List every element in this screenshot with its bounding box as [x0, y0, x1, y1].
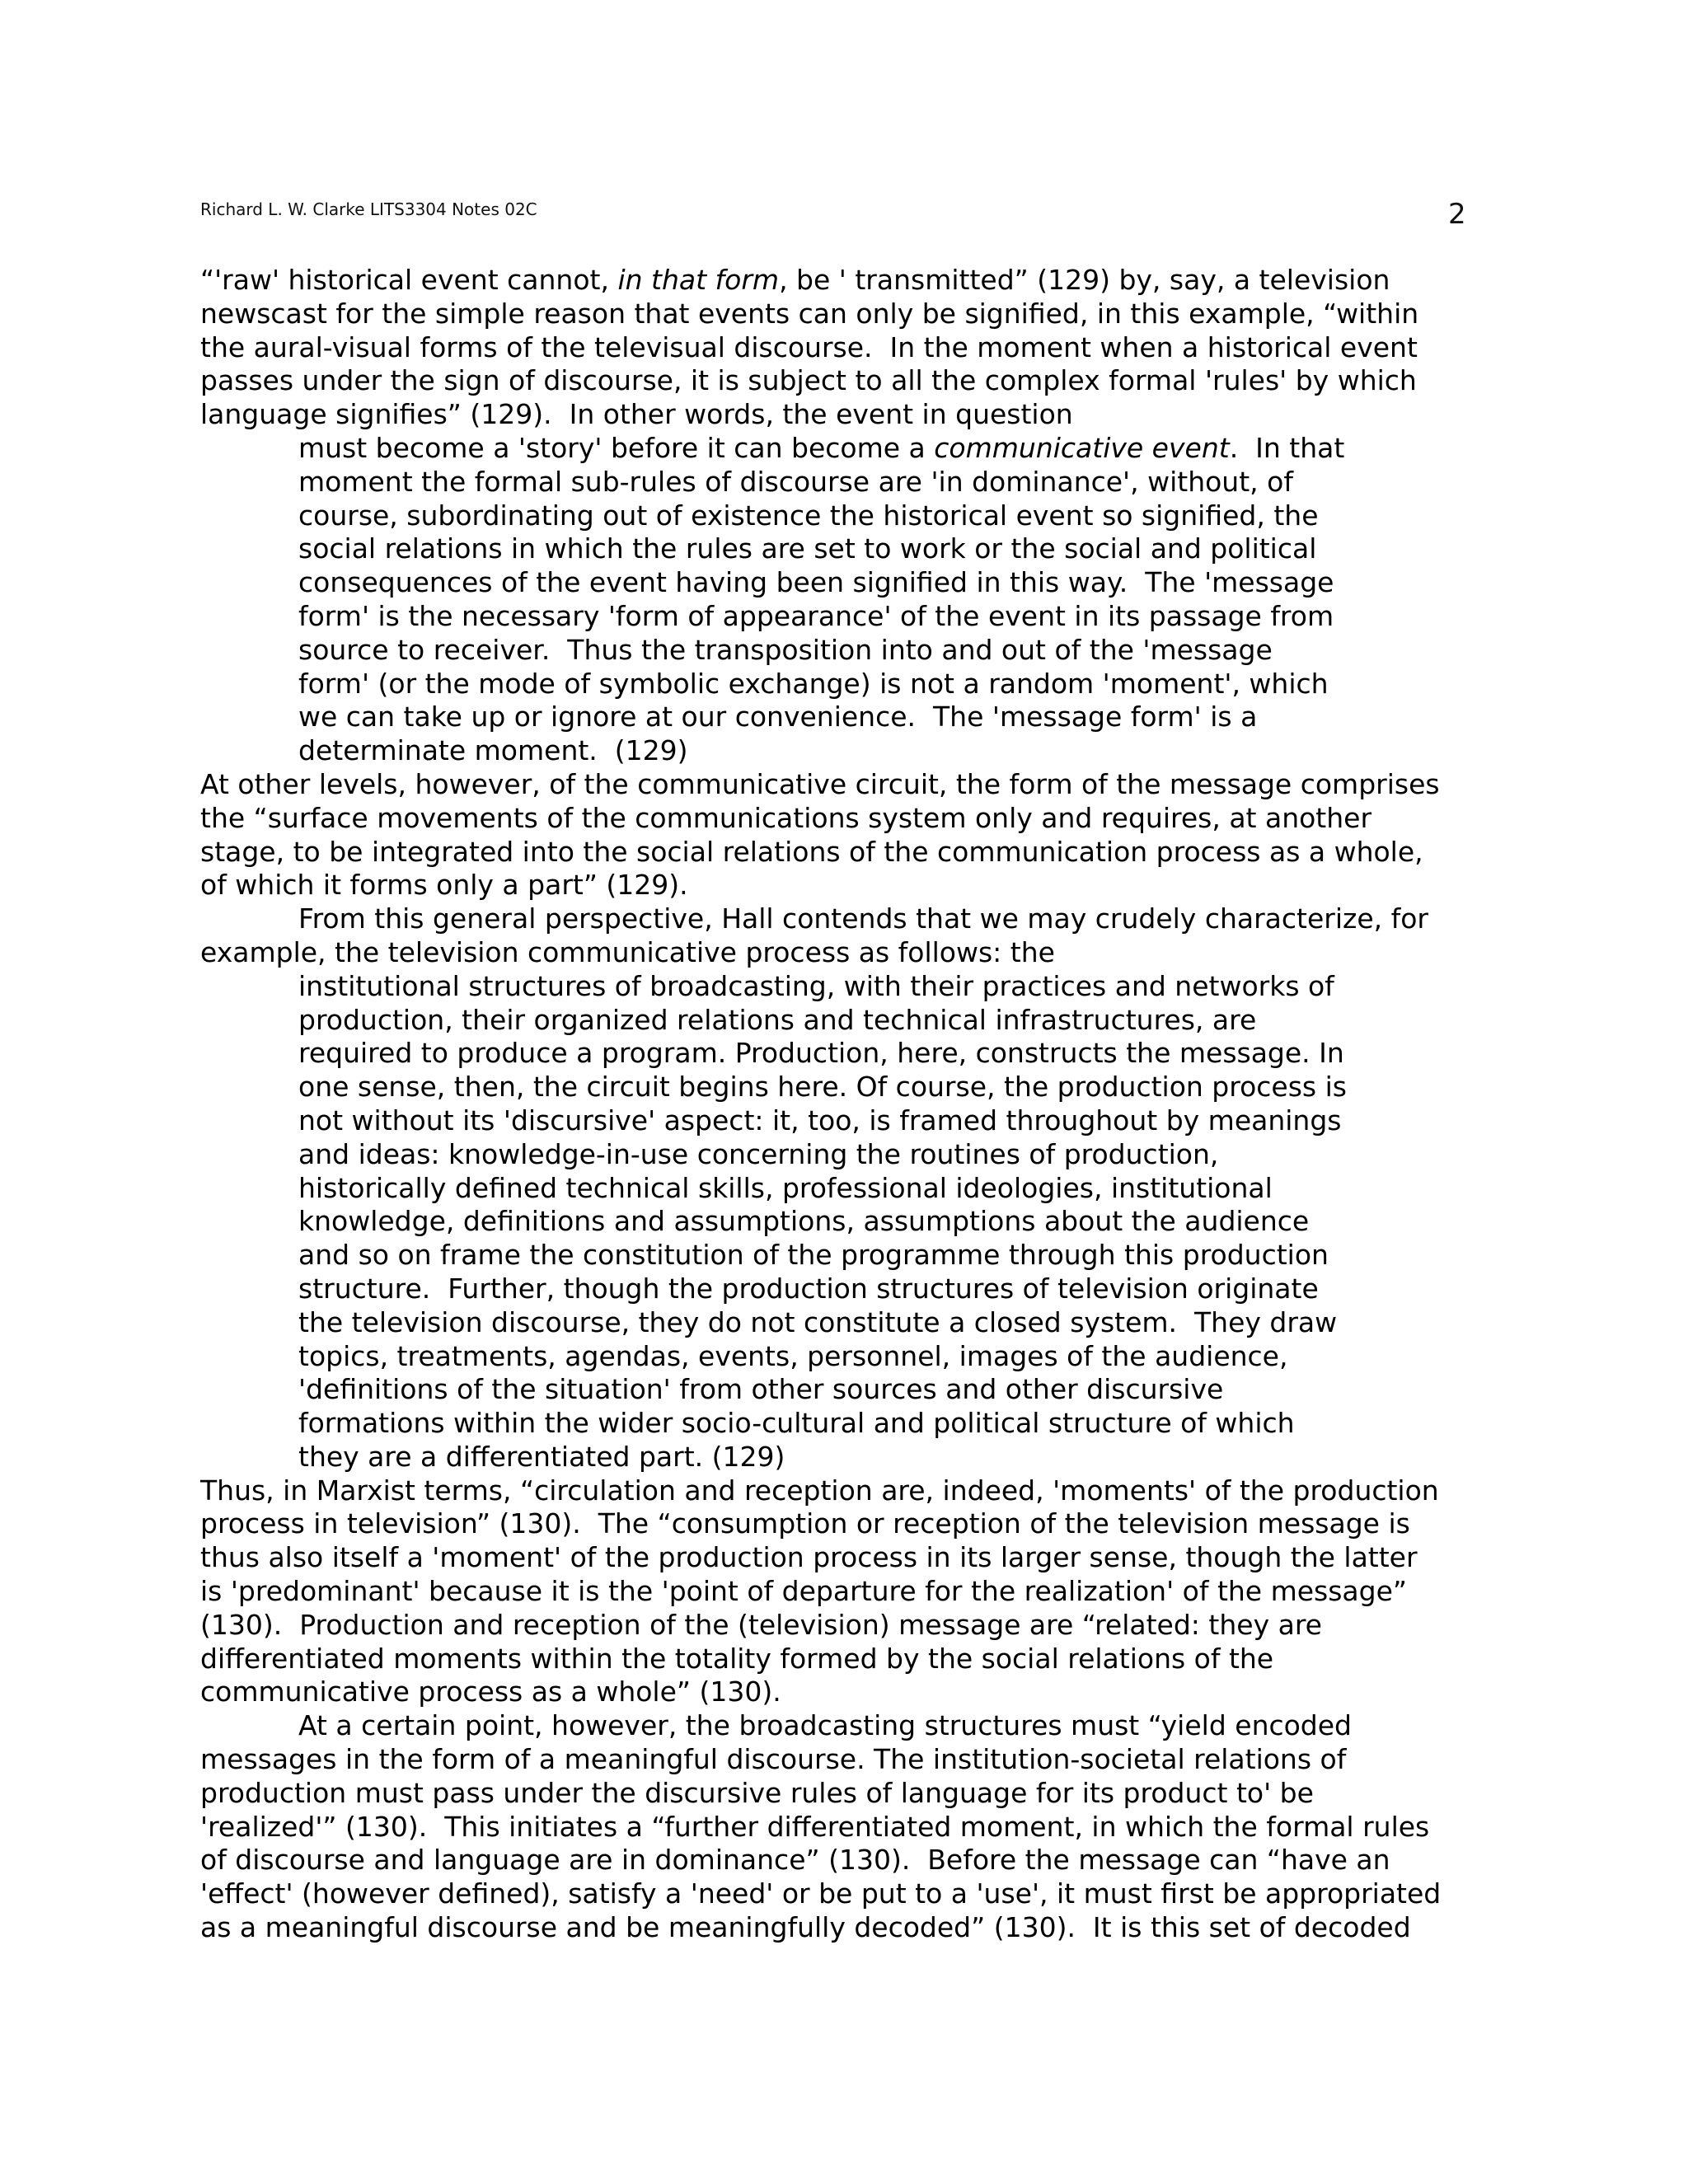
text-line: [200, 1811, 1503, 1844]
line-text: source to receiver. Thus the transposition into and out of the 'message: [298, 633, 1273, 666]
text-line: [200, 398, 1503, 432]
line-text: as a meaningful discourse and be meaningfully decoded” (130). It is this set of decoded: [200, 1911, 1411, 1944]
block-quote-line: [200, 1272, 1503, 1306]
text-line: [200, 768, 1503, 802]
line-text: historically defined technical skills, professional ideologies, institutional: [298, 1171, 1273, 1204]
line-text: communicative process as a whole” (130).: [200, 1675, 781, 1708]
text-line: [200, 1474, 1503, 1508]
text-line: [200, 936, 1503, 970]
line-text: knowledge, definitions and assumptions, assumptions about the audience: [298, 1205, 1310, 1238]
italic-text: in that form: [617, 264, 780, 296]
block-quote-line: [200, 466, 1503, 499]
block-quote-line: [200, 566, 1503, 600]
line-text: they are a differentiated part. (129): [298, 1440, 785, 1473]
block-quote-line: [200, 499, 1503, 533]
text-line: [200, 1507, 1503, 1541]
line-text: form' is the necessary 'form of appearance' of the event in its passage from: [298, 599, 1334, 632]
page-number: 2: [1448, 198, 1466, 231]
line-text: social relations in which the rules are set to work or the social and political: [298, 532, 1317, 565]
text-line: [200, 1609, 1503, 1643]
italic-text: communicative event: [934, 431, 1230, 464]
line-text: “'raw' historical event cannot,: [200, 264, 618, 296]
line-text: thus also itself a 'moment' of the production process in its larger sense, though the latter: [200, 1541, 1418, 1574]
running-head: Richard L. W. Clarke LITS3304 Notes 02C: [200, 199, 537, 219]
block-quote-line: [200, 1441, 1503, 1474]
block-quote-line: [200, 1071, 1503, 1104]
text-line: [200, 902, 1503, 936]
line-text: required to produce a program. Production, here, constructs the message. In: [298, 1037, 1344, 1070]
block-quote-line: [200, 432, 1503, 466]
block-quote-line: [200, 1037, 1503, 1071]
line-text: passes under the sign of discourse, it is subject to all the complex formal 'rules' by which: [200, 364, 1417, 397]
text-line: [200, 836, 1503, 869]
block-quote-line: [200, 734, 1503, 768]
text-line: [200, 1844, 1503, 1877]
line-text: 'realized'” (130). This initiates a “further differentiated moment, in which the formal rules: [200, 1810, 1430, 1843]
block-quote-line: [200, 532, 1503, 566]
line-text: newscast for the simple reason that events can only be signified, in this example, “within: [200, 297, 1419, 330]
block-quote-line: [200, 1138, 1503, 1172]
body-text: [200, 264, 1503, 1945]
text-line: [200, 1575, 1503, 1609]
text-line: [200, 364, 1503, 398]
line-text: messages in the form of a meaningful discourse. The institution-societal relations of: [200, 1743, 1347, 1776]
line-text: the television discourse, they do not constitute a closed system. They draw: [298, 1305, 1338, 1338]
line-text: moment the formal sub-rules of discourse are 'in dominance', without, of: [298, 465, 1293, 498]
line-text: At a certain point, however, the broadcasting structures must “yield encoded: [298, 1709, 1353, 1742]
line-text: production, their organized relations and technical infrastructures, are: [298, 1003, 1257, 1036]
block-quote-line: [200, 1104, 1503, 1138]
line-text: consequences of the event having been signified in this way. The 'message: [298, 566, 1334, 599]
text-line: [200, 869, 1503, 902]
line-text: must become a 'story' before it can become a: [298, 431, 935, 464]
text-line: [200, 1643, 1503, 1676]
line-text: differentiated moments within the totality formed by the social relations of the: [200, 1642, 1274, 1675]
block-quote-line: [200, 668, 1503, 701]
line-text: From this general perspective, Hall contends that we may crudely characterize, for: [298, 902, 1428, 935]
text-line: [200, 298, 1503, 331]
line-text: process in television” (130). The “consumption or reception of the television message is: [200, 1507, 1410, 1540]
block-quote-line: [200, 1306, 1503, 1340]
block-quote-line: [200, 701, 1503, 734]
block-quote-line: [200, 1205, 1503, 1239]
line-text: and ideas: knowledge-in-use concerning the routines of production,: [298, 1137, 1219, 1170]
line-text: (130). Production and reception of the (television) message are “related: they are: [200, 1608, 1322, 1641]
line-text: 'effect' (however defined), satisfy a 'need' or be put to a 'use', it must first be appropriated: [200, 1877, 1442, 1910]
line-text: production must pass under the discursive rules of language for its product to' be: [200, 1776, 1314, 1809]
text-line: [200, 331, 1503, 365]
line-text: course, subordinating out of existence the historical event so signified, the: [298, 499, 1319, 532]
line-text: determinate moment. (129): [298, 734, 688, 767]
block-quote-line: [200, 970, 1503, 1004]
line-text: one sense, then, the circuit begins here. Of course, the production process is: [298, 1071, 1347, 1104]
text-line: [200, 1709, 1503, 1743]
line-text-after: . In that: [1229, 431, 1345, 464]
line-text: formations within the wider socio-cultural and political structure of which: [298, 1407, 1295, 1440]
line-text: is 'predominant' because it is the 'point of departure for the realization' of the message”: [200, 1575, 1408, 1608]
line-text: Thus, in Marxist terms, “circulation and reception are, indeed, 'moments' of the production: [200, 1474, 1439, 1507]
block-quote-line: [200, 1340, 1503, 1374]
block-quote-line: [200, 1407, 1503, 1441]
line-text: of discourse and language are in dominance” (130). Before the message can “have an: [200, 1844, 1390, 1877]
text-line: [200, 1541, 1503, 1575]
line-text: the “surface movements of the communications system only and requires, at another: [200, 801, 1372, 834]
line-text: we can take up or ignore at our convenience. The 'message form' is a: [298, 701, 1258, 733]
line-text: and so on frame the constitution of the programme through this production: [298, 1239, 1329, 1272]
text-line: [200, 1675, 1503, 1709]
text-line: [200, 264, 1503, 298]
line-text: language signifies” (129). In other words, the event in question: [200, 398, 1073, 431]
text-line: [200, 1877, 1503, 1911]
block-quote-line: [200, 1172, 1503, 1206]
block-quote-line: [200, 634, 1503, 668]
line-text: example, the television communicative process as follows: the: [200, 935, 1055, 968]
block-quote-line: [200, 600, 1503, 634]
block-quote-line: [200, 1004, 1503, 1038]
line-text: stage, to be integrated into the social relations of the communication process as a whole,: [200, 835, 1423, 868]
text-line: [200, 802, 1503, 836]
text-line: [200, 1777, 1503, 1811]
line-text: 'definitions of the situation' from other sources and other discursive: [298, 1373, 1224, 1406]
line-text: structure. Further, though the production structures of television originate: [298, 1272, 1319, 1305]
line-text: not without its 'discursive' aspect: it, too, is framed throughout by meanings: [298, 1104, 1342, 1137]
line-text: topics, treatments, agendas, events, personnel, images of the audience,: [298, 1339, 1288, 1372]
line-text: At other levels, however, of the communicative circuit, the form of the message comprises: [200, 767, 1440, 800]
line-text-after: , be ' transmitted” (129) by, say, a television: [779, 264, 1390, 296]
text-line: [200, 1911, 1503, 1945]
block-quote-line: [200, 1239, 1503, 1272]
line-text: the aural-visual forms of the televisual discourse. In the moment when a historical event: [200, 330, 1418, 363]
line-text: form' (or the mode of symbolic exchange) is not a random 'moment', which: [298, 667, 1329, 700]
line-text: of which it forms only a part” (129).: [200, 869, 688, 902]
line-text: institutional structures of broadcasting, with their practices and networks of: [298, 969, 1334, 1002]
block-quote-line: [200, 1373, 1503, 1407]
text-line: [200, 1743, 1503, 1777]
